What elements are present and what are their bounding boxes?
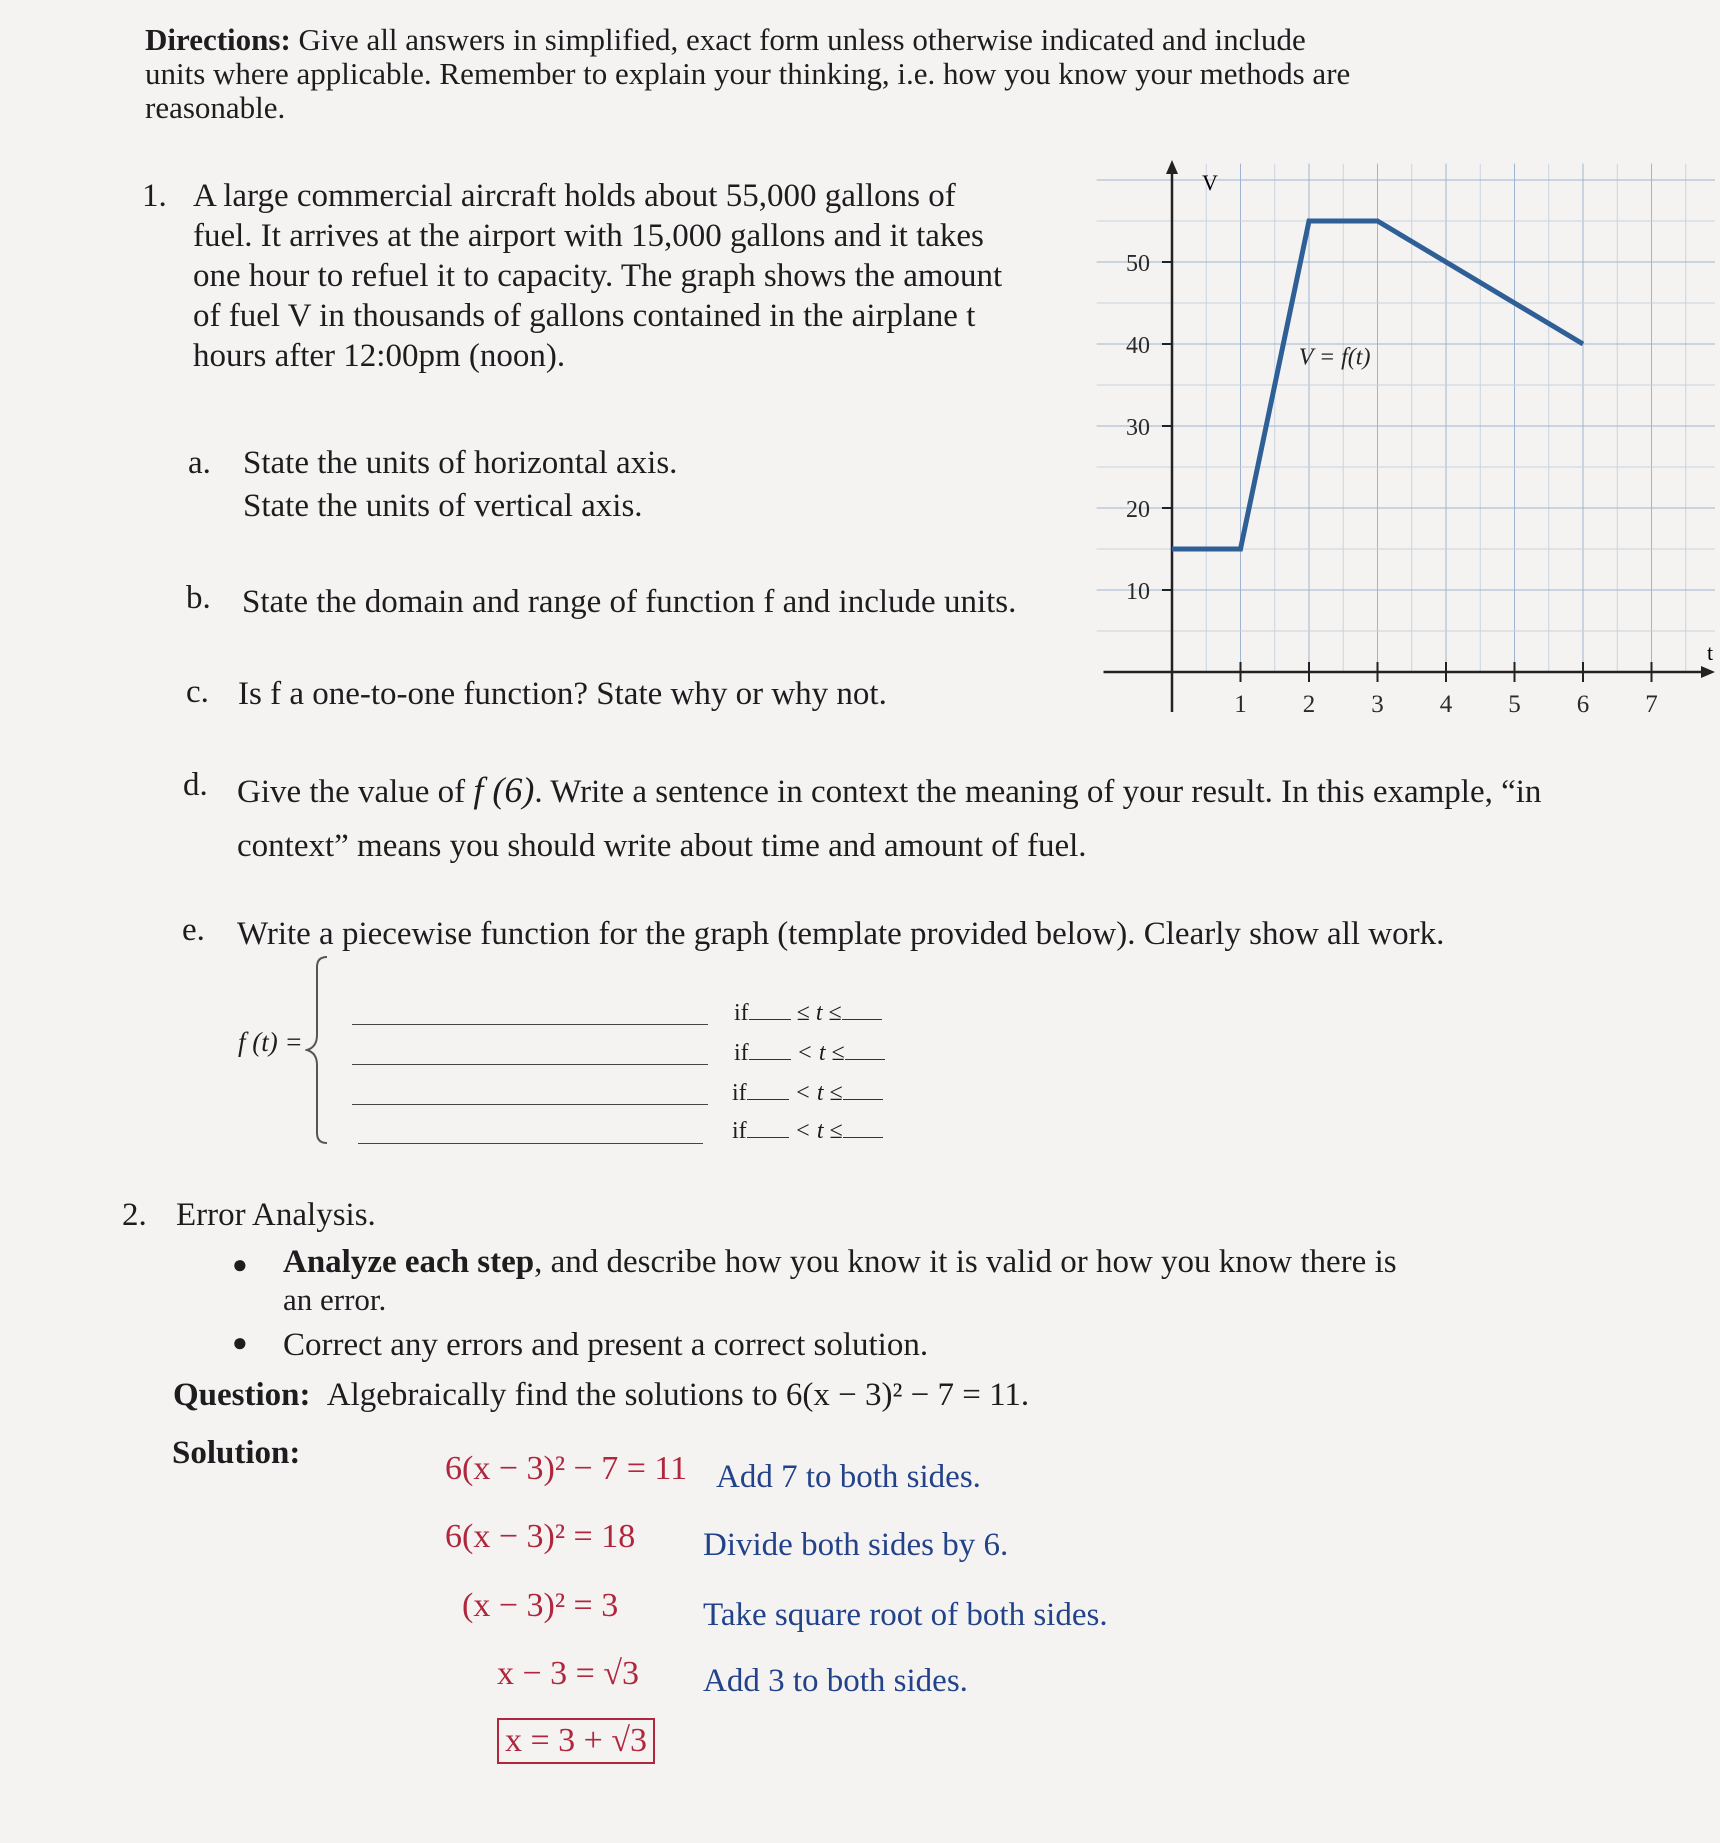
directions-line-1: Directions: Give all answers in simplified, exact form unless otherwise indicated and include [145, 22, 1306, 57]
x-tick-label: 3 [1371, 691, 1384, 718]
q1e-label: e. [182, 912, 205, 948]
q1-number: 1. [142, 178, 167, 214]
directions-label: Directions: [145, 22, 291, 57]
bullet-1-icon: ● [232, 1250, 248, 1279]
solution-step-3-math: (x − 3)² = 3 [462, 1587, 619, 1624]
q1c-text: Is f a one-to-one function? State why or why not. [238, 676, 887, 712]
q1e-text: Write a piecewise function for the graph (template provided below). Clearly show all work. [237, 916, 1445, 952]
x-tick-label: 5 [1508, 691, 1521, 718]
fuel-graph [1095, 160, 1715, 730]
bullet-2-icon: ● [232, 1328, 248, 1357]
piecewise-brace [305, 955, 335, 1145]
q2-solution-label: Solution: [172, 1435, 301, 1471]
y-tick-label: 10 [1126, 579, 1150, 605]
piecewise-row-1-condition: if ≤ t ≤ [734, 1000, 882, 1027]
solution-step-4-note: Add 3 to both sides. [703, 1663, 968, 1699]
q2-bullet-1-line-2: an error. [283, 1282, 387, 1317]
final-answer-box: x = 3 + √3 [497, 1718, 655, 1764]
piecewise-row-1-blank[interactable] [352, 1024, 708, 1025]
y-axis-label: V [1202, 170, 1218, 195]
x-axis-arrow [1701, 666, 1715, 678]
q1-prompt: A large commercial aircraft holds about 55,000 gallons of fuel. It arrives at the airport with 15,000 gallons and it takes one hour to refuel it to capacity. The graph shows the amount of fuel V in thousands of gallons contained in the airplane t hours after 12:00pm (noon). [193, 178, 1003, 374]
y-axis-arrow [1166, 160, 1178, 174]
series-label: V = f(t) [1298, 344, 1371, 371]
solution-step-4-math: x − 3 = √3 [497, 1655, 640, 1692]
q2-bullet-1: Analyze each step, and describe how you know it is valid or how you know there is [283, 1244, 1397, 1280]
solution-step-2-note: Divide both sides by 6. [703, 1527, 1009, 1563]
solution-step-1-note: Add 7 to both sides. [716, 1459, 981, 1495]
y-tick-label: 20 [1126, 497, 1150, 523]
solution-step-3-note: Take square root of both sides. [703, 1597, 1108, 1633]
q1a-line-1: State the units of horizontal axis. [243, 445, 678, 481]
x-tick-label: 4 [1439, 691, 1453, 718]
q1d-label: d. [183, 767, 208, 803]
piecewise-row-2-blank[interactable] [352, 1064, 708, 1065]
x-tick-label: 1 [1234, 691, 1247, 718]
x-axis-label: t [1707, 640, 1714, 665]
piecewise-row-2-condition: if < t ≤ [734, 1040, 885, 1067]
q1d-line-2: context” means you should write about time and amount of fuel. [237, 828, 1087, 864]
q1b-label: b. [186, 580, 211, 616]
y-tick-label: 30 [1126, 415, 1150, 441]
q2-question: Question: Algebraically find the solutions to 6(x − 3)² − 7 = 11. [173, 1377, 1030, 1413]
solution-step-2-math: 6(x − 3)² = 18 [445, 1518, 636, 1555]
f-of-6-expression: f (6) [473, 770, 535, 810]
piecewise-row-4-blank[interactable] [358, 1143, 703, 1144]
q1c-label: c. [186, 674, 209, 710]
directions-line-2: units where applicable. Remember to explain your thinking, i.e. how you know your methods are [145, 56, 1351, 91]
q1b-text: State the domain and range of function f and include units. [242, 584, 1017, 620]
q1d-line-1: Give the value of f (6). Write a sentence in context the meaning of your result. In this example, “in [237, 770, 1542, 810]
q2-number: 2. [122, 1197, 147, 1233]
q1a-line-2: State the units of vertical axis. [243, 488, 643, 524]
x-tick-label: 2 [1302, 691, 1316, 718]
q2-title: Error Analysis. [176, 1197, 376, 1233]
y-tick-label: 50 [1126, 251, 1150, 277]
piecewise-lhs: f (t) = [238, 1027, 303, 1057]
solution-step-1-math: 6(x − 3)² − 7 = 11 [445, 1450, 688, 1487]
piecewise-row-4-condition: if < t ≤ [732, 1118, 883, 1145]
y-tick-label: 40 [1126, 333, 1150, 359]
directions-line-3: reasonable. [145, 90, 286, 125]
q2-bullet-2: Correct any errors and present a correct solution. [283, 1327, 929, 1363]
x-tick-label: 6 [1576, 691, 1590, 718]
x-tick-label: 7 [1645, 691, 1658, 718]
piecewise-row-3-condition: if < t ≤ [732, 1080, 883, 1107]
q1a-label: a. [188, 445, 211, 481]
piecewise-row-3-blank[interactable] [352, 1104, 708, 1105]
